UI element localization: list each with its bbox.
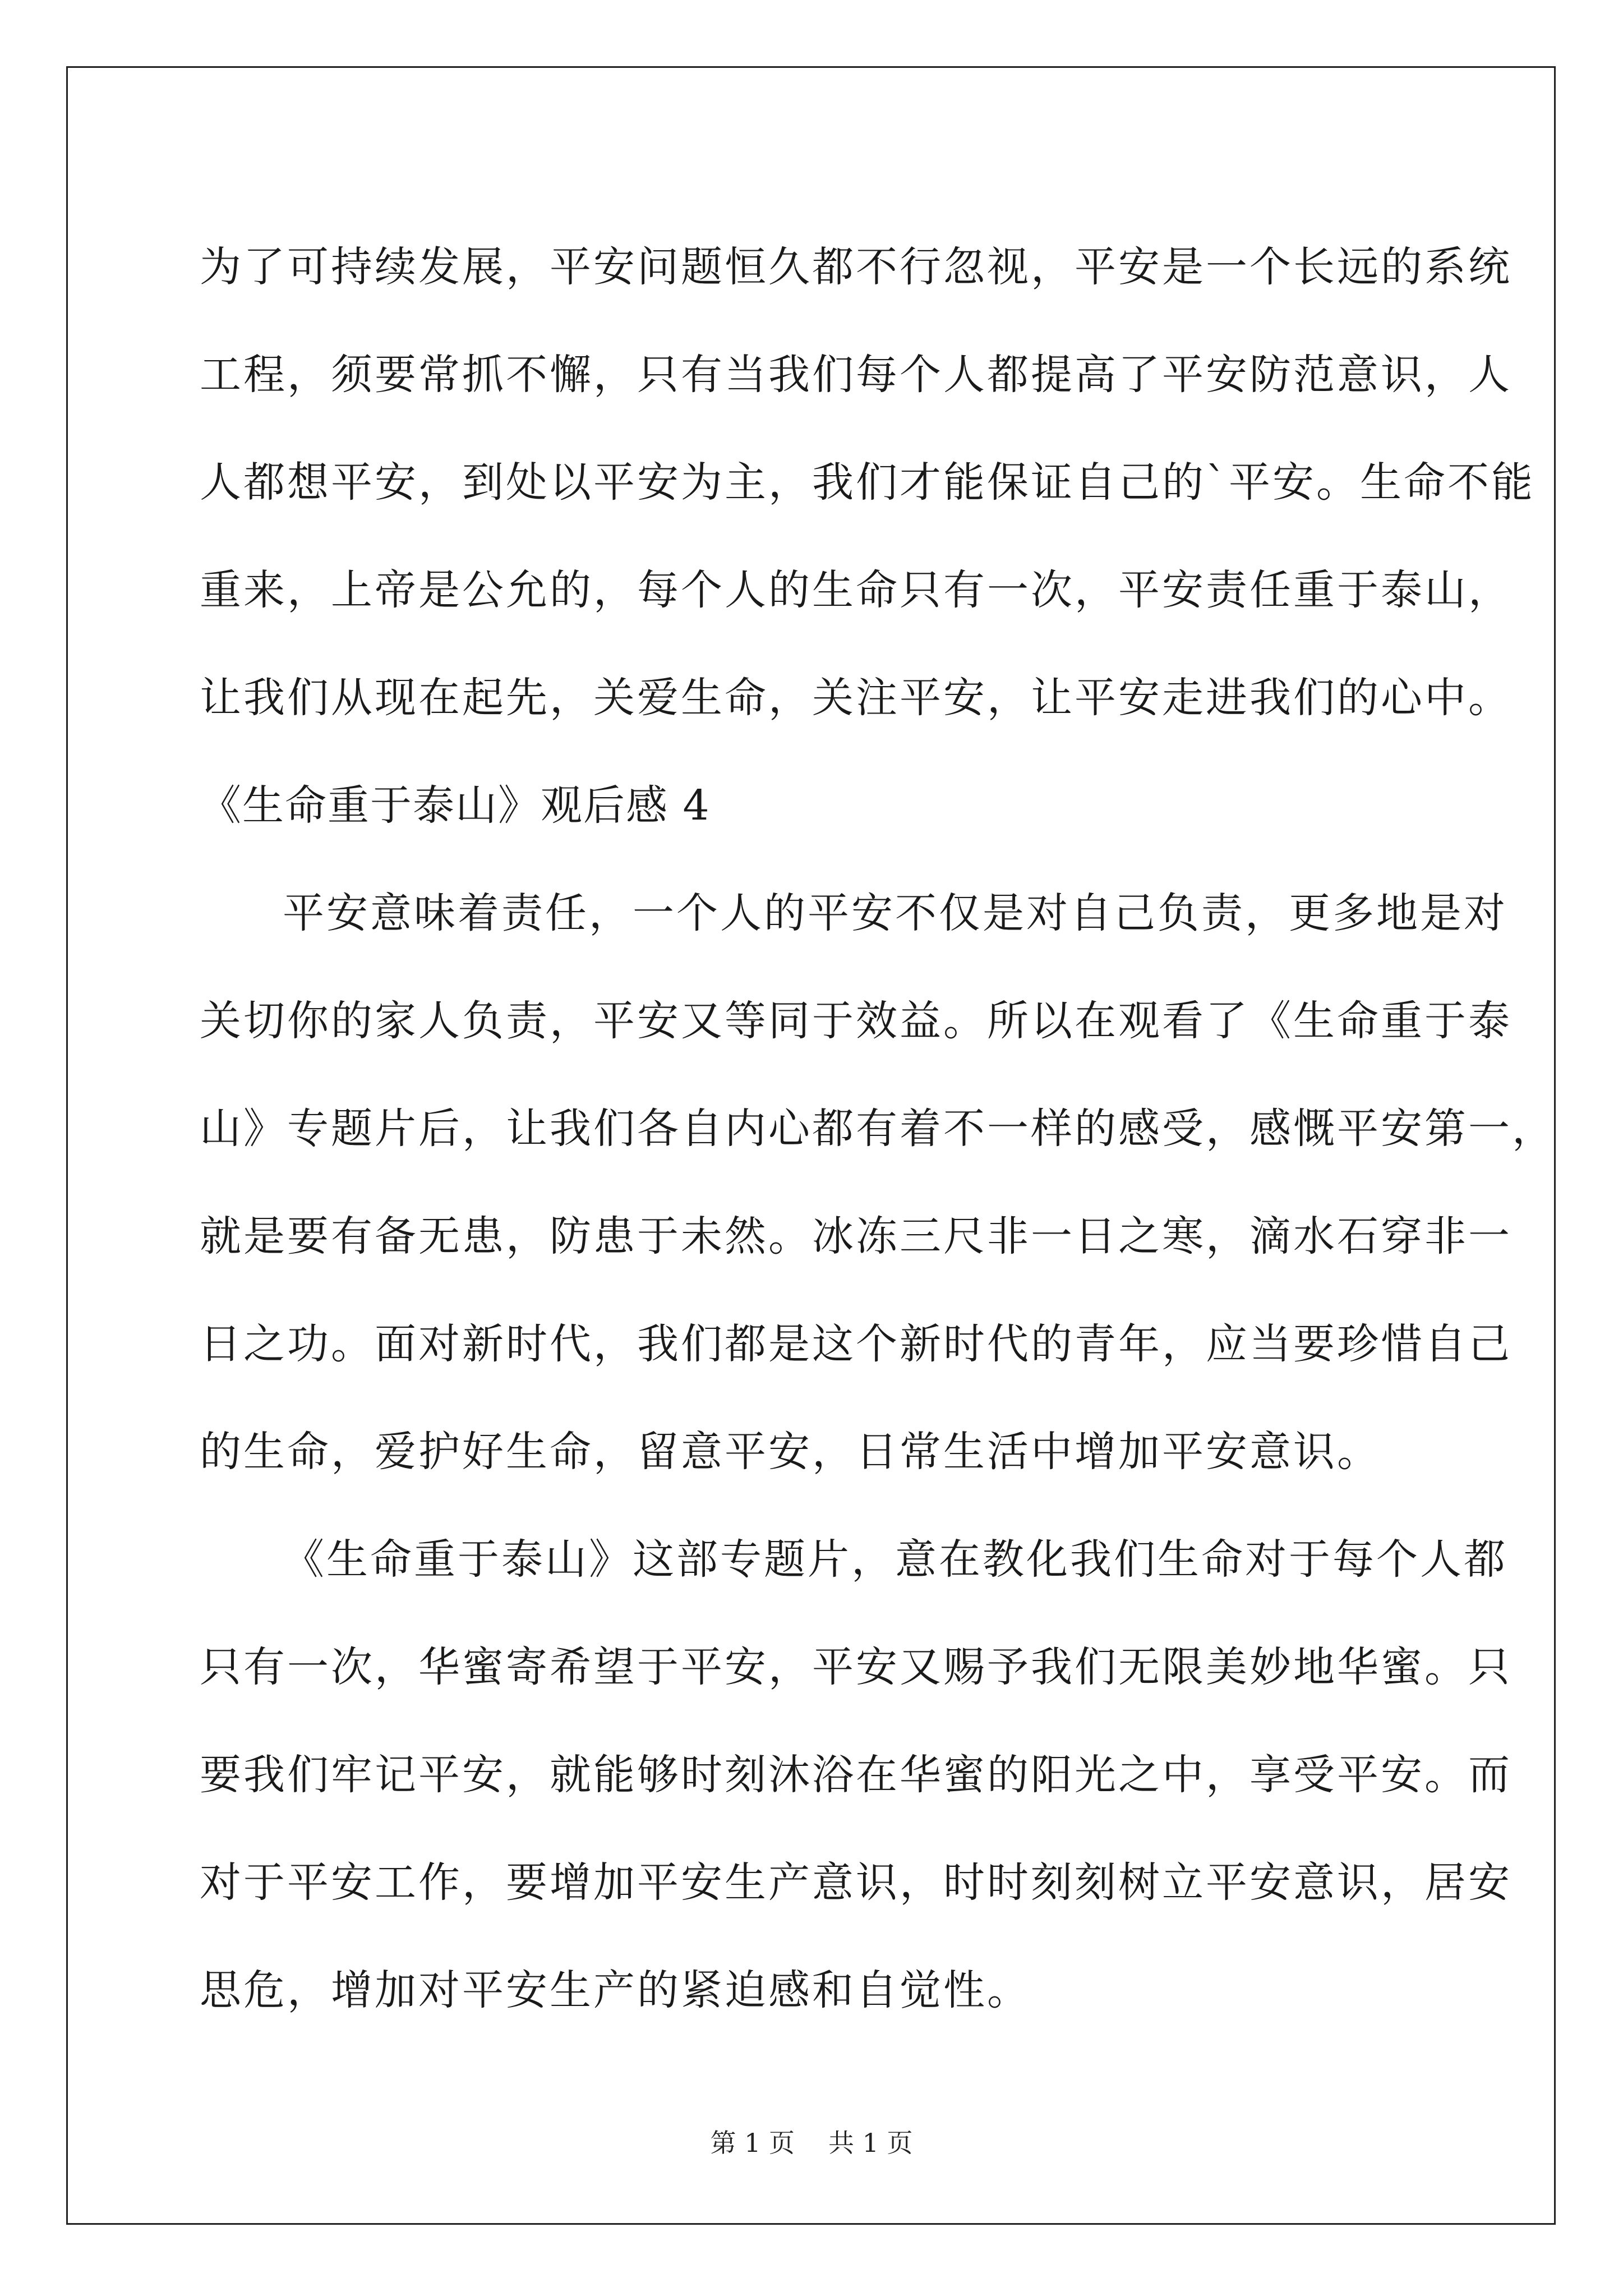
paragraph-1-line: 日之功。面对新时代，我们都是这个新时代的青年，应当要珍惜自己 — [200, 1320, 1512, 1368]
paragraph-1-line: 就是要有备无患，防患于未然。冰冻三尺非一日之寒，滴水石穿非一 — [200, 1212, 1512, 1260]
document-body — [200, 213, 1556, 2044]
paragraph-1-line: 关切你的家人负责，平安又等同于效益。所以在观看了《生命重于泰 — [200, 997, 1512, 1045]
text-line: 让我们从现在起先，关爱生命，关注平安，让平安走进我们的心中。 — [200, 674, 1512, 722]
text-line: 为了可持续发展，平安问题恒久都不行忽视，平安是一个长远的系统 — [200, 243, 1512, 291]
paragraph-1-line: 山》专题片后，让我们各自内心都有着不一样的感受，感慨平安第一， — [200, 1105, 1556, 1153]
paragraph-2-line: 《生命重于泰山》这部专题片，意在教化我们生命对于每个人都 — [283, 1535, 1507, 1584]
paragraph-1-line: 平安意味着责任，一个人的平安不仅是对自己负责，更多地是对 — [283, 889, 1507, 937]
page-number-total: 共 1 页 — [828, 2128, 913, 2158]
text-line: 重来，上帝是公允的，每个人的生命只有一次，平安责任重于泰山， — [200, 566, 1512, 614]
paragraph-2-line: 要我们牢记平安，就能够时刻沐浴在华蜜的阳光之中，享受平安。而 — [200, 1751, 1512, 1799]
text-line: 工程，须要常抓不懈，只有当我们每个人都提高了平安防范意识，人 — [200, 351, 1512, 399]
page-footer — [0, 2126, 1623, 2160]
paragraph-1-line: 的生命，爱护好生命，留意平安，日常生活中增加平安意识。 — [200, 1428, 1381, 1476]
paragraph-2-line: 对于平安工作，要增加平安生产意识，时时刻刻树立平安意识，居安 — [200, 1858, 1512, 1907]
paragraph-2-line: 只有一次，华蜜寄希望于平安，平安又赐予我们无限美妙地华蜜。只 — [200, 1643, 1512, 1691]
text-line: 人都想平安，到处以平安为主，我们才能保证自己的`平安。生命不能 — [200, 458, 1535, 507]
page-number-current: 第 1 页 — [710, 2128, 795, 2158]
paragraph-2-line: 思危，增加对平安生产的紧迫感和自觉性。 — [200, 1966, 1031, 2014]
section-heading: 《生命重于泰山》观后感 4 — [200, 781, 711, 830]
